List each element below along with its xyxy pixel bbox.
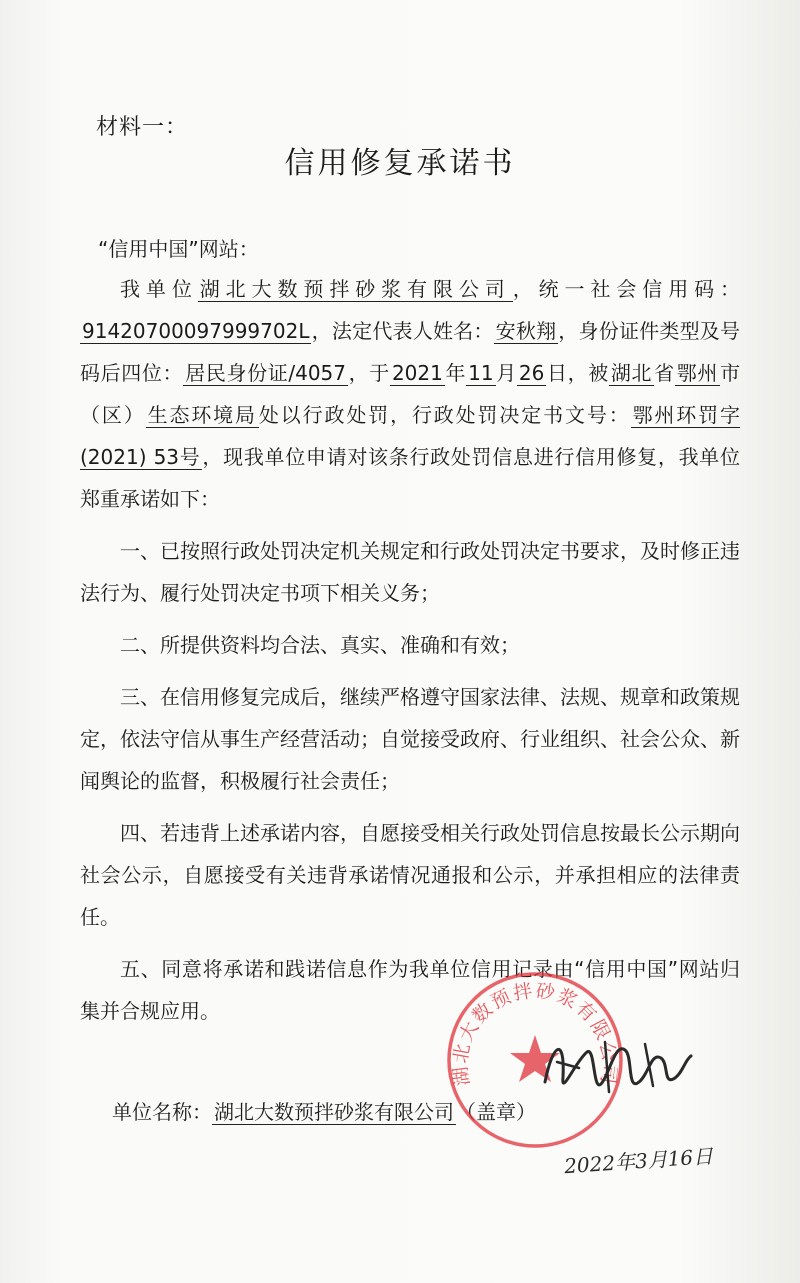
intro-text: 年 xyxy=(444,361,467,385)
commitment-item: 一、已按照行政处罚决定机关规定和行政处罚决定书要求，及时修正违法行为、履行处罚决定书项下相关义务； xyxy=(80,539,740,605)
salutation: “信用中国”网站： xyxy=(98,237,259,261)
intro-text: ，统一社会信用码： xyxy=(512,277,741,301)
intro-text: 市（区） xyxy=(80,361,741,427)
intro-text: 处以行政处罚，行政处罚决定书文号： xyxy=(258,403,631,427)
doc-number-field: 鄂州环罚字(2021) 53号 xyxy=(80,403,741,469)
date-text: 2022年3月16日 xyxy=(563,1143,714,1179)
intro-text: ，法定代表人姓名： xyxy=(311,319,494,343)
intro-text: ，身份证件类型及号码后四位： xyxy=(80,319,741,385)
city-field: 鄂州 xyxy=(676,361,719,385)
commitment-item: 五、同意将承诺和践诺信息作为我单位信用记录由“信用中国”网站归集并合规应用。 xyxy=(80,957,740,1023)
commitment-item: 四、若违背上述承诺内容，自愿接受相关行政处罚信息按最长公示期向社会公示，自愿接受有关违背承诺情况通报和公示，并承担相应的法律责任。 xyxy=(80,821,740,929)
intro-paragraph xyxy=(80,268,740,520)
document-body xyxy=(80,268,740,1032)
province-field: 湖北 xyxy=(610,361,653,385)
day-field: 26 xyxy=(518,361,545,385)
intro-text: 我单位 xyxy=(120,277,198,301)
seal-note: （盖章） xyxy=(456,1100,536,1124)
commitment-item: 三、在信用修复完成后，继续严格遵守国家法律、法规、规章和政策规定，依法守信从事生产经营活动；自觉接受政府、行业组织、社会公众、新闻舆论的监督，积极履行社会责任； xyxy=(80,685,740,793)
id-info-field: 居民身份证/4057 xyxy=(185,361,347,385)
commitment-item: 二、所提供资料均合法、真实、准确和有效； xyxy=(120,633,520,657)
intro-text: 月 xyxy=(495,361,517,385)
handwritten-signature xyxy=(535,1022,695,1112)
company-name-field: 湖北大数预拌砂浆有限公司 xyxy=(199,277,511,301)
seal-text: 湖北大数预拌砂浆有限公司 xyxy=(449,979,621,1088)
handwritten-date xyxy=(560,1140,720,1180)
unit-name-label: 单位名称： xyxy=(112,1100,212,1124)
credit-code-field: 91420700097999702L xyxy=(82,319,310,343)
document-title: 信用修复承诺书 xyxy=(284,146,516,181)
unit-name-value: 湖北大数预拌砂浆有限公司 xyxy=(214,1100,454,1124)
intro-text: 日，被 xyxy=(546,361,609,385)
rep-name-field: 安秋翔 xyxy=(495,319,557,343)
month-field: 11 xyxy=(468,361,494,385)
material-label: 材料一： xyxy=(96,115,189,140)
agency-field: 生态环境局 xyxy=(147,403,257,427)
intro-text: ，现我单位申请对该条行政处罚信息进行信用修复，我单位郑重承诺如下： xyxy=(80,445,740,511)
intro-text: 省 xyxy=(654,361,675,385)
intro-text: ，于 xyxy=(348,361,390,385)
year-field: 2021 xyxy=(391,361,443,385)
